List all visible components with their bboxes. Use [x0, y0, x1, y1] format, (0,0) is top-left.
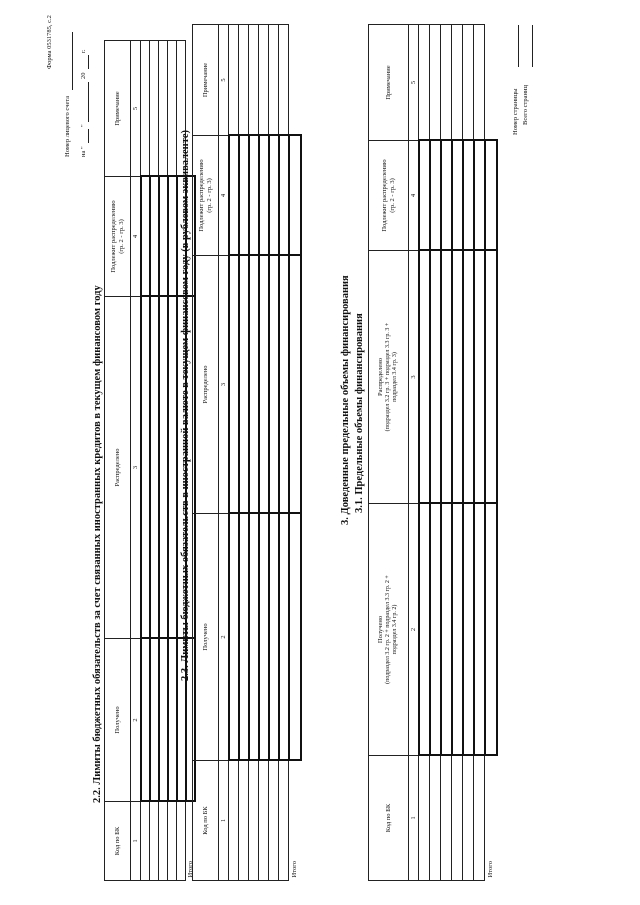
section-3-1-subtitle: 3.1. Предельные объемы финансирования: [354, 313, 365, 513]
table-cell[interactable]: [269, 761, 279, 881]
col-note-header: Примечание: [369, 25, 409, 141]
total-pages-box[interactable]: [532, 25, 533, 67]
total-pages-label: Всего страниц: [522, 85, 529, 125]
col-number: 5: [409, 25, 419, 141]
col-note-header: Примечание: [193, 25, 219, 136]
table-cell[interactable]: [474, 756, 485, 881]
table-cell[interactable]: [452, 141, 463, 251]
section-3-1-table: [368, 24, 498, 881]
table-cell[interactable]: [168, 639, 177, 802]
col-number: 5: [219, 25, 229, 136]
table-cell[interactable]: [159, 41, 168, 177]
col-received-title: Получено: [377, 615, 385, 644]
col-distributed-header: Распределено: [105, 297, 131, 639]
account-number-label: Номер лицевого счета: [64, 95, 71, 157]
table-cell[interactable]: [279, 25, 289, 136]
col-number: 2: [131, 639, 141, 802]
date-year: 20: [80, 72, 87, 79]
table-cell[interactable]: [168, 802, 177, 881]
total-label: Итого: [186, 861, 194, 878]
col-code-header: Код по БК: [369, 756, 409, 881]
table-cell[interactable]: [239, 514, 249, 761]
table-cell[interactable]: [474, 504, 485, 756]
table-cell[interactable]: [168, 297, 177, 639]
table-cell[interactable]: [463, 141, 474, 251]
table-cell[interactable]: [474, 251, 485, 504]
col-number: 3: [409, 251, 419, 504]
table-cell[interactable]: [259, 25, 269, 136]
table-cell[interactable]: [239, 25, 249, 136]
table-cell[interactable]: [150, 802, 159, 881]
table-cell[interactable]: [229, 136, 239, 256]
total-cell[interactable]: [289, 256, 301, 514]
table-cell[interactable]: [419, 504, 430, 756]
date-day-line: [88, 129, 89, 143]
table-cell[interactable]: [150, 297, 159, 639]
table-cell[interactable]: [430, 251, 441, 504]
table-cell[interactable]: [249, 514, 259, 761]
table-cell[interactable]: [441, 251, 452, 504]
col-number: 4: [219, 136, 229, 256]
total-cell[interactable]: [289, 514, 301, 761]
table-cell[interactable]: [269, 25, 279, 136]
col-number: 1: [131, 802, 141, 881]
table-cell[interactable]: [159, 177, 168, 297]
col-distributed-note: (подраздел 3.2 гр. 3 + подраздел 3.3 гр. 3 + подраздел 3.4 гр. 3): [384, 322, 399, 432]
table-cell[interactable]: [463, 756, 474, 881]
table-cell[interactable]: [159, 297, 168, 639]
table-cell[interactable]: [229, 256, 239, 514]
table-cell[interactable]: [269, 256, 279, 514]
table-cell[interactable]: [168, 177, 177, 297]
table-cell[interactable]: [159, 639, 168, 802]
table-cell[interactable]: [177, 802, 186, 881]
col-distributed-title: Распределено: [377, 358, 385, 396]
table-cell[interactable]: [229, 25, 239, 136]
col-number: 1: [219, 761, 229, 881]
table-cell[interactable]: [279, 761, 289, 881]
table-cell[interactable]: [141, 639, 150, 802]
table-cell[interactable]: [249, 761, 259, 881]
table-cell[interactable]: [474, 25, 485, 141]
page-number-label: Номер страницы: [512, 88, 519, 135]
total-label: Итого: [487, 861, 494, 878]
table-cell[interactable]: [159, 802, 168, 881]
total-label: Итого: [291, 861, 298, 878]
table-cell[interactable]: [419, 141, 430, 251]
date-prefix: на ": [80, 146, 87, 157]
date-year-line: [88, 55, 89, 69]
table-cell[interactable]: [259, 514, 269, 761]
date-g: г.: [80, 49, 87, 53]
table-cell[interactable]: [249, 25, 259, 136]
col-number: 4: [409, 141, 419, 251]
table-cell[interactable]: [419, 756, 430, 881]
table-cell[interactable]: [239, 136, 249, 256]
col-distributed-header: [369, 251, 409, 504]
form-code: Форма 0531785, с.2: [46, 15, 53, 69]
table-cell[interactable]: [452, 504, 463, 756]
total-cell[interactable]: [485, 251, 497, 504]
table-cell[interactable]: [141, 802, 150, 881]
total-cell[interactable]: [485, 141, 497, 251]
table-cell[interactable]: [168, 41, 177, 177]
table-cell[interactable]: [419, 251, 430, 504]
col-number: 1: [409, 756, 419, 881]
table-cell[interactable]: [430, 25, 441, 141]
section-3-title: 3. Доведенные предельные объемы финансирования: [340, 275, 351, 525]
table-cell[interactable]: [229, 514, 239, 761]
table-cell[interactable]: [463, 251, 474, 504]
table-cell[interactable]: [141, 41, 150, 177]
table-cell[interactable]: [150, 177, 159, 297]
col-code-header: Код по БК: [105, 802, 131, 881]
table-cell[interactable]: [150, 41, 159, 177]
table-cell[interactable]: [229, 761, 239, 881]
col-number: 3: [219, 256, 229, 514]
table-cell[interactable]: [419, 25, 430, 141]
col-note-header: Примечание: [105, 41, 131, 177]
section-2-3-table: [192, 24, 302, 881]
table-cell[interactable]: [430, 504, 441, 756]
table-cell[interactable]: [463, 25, 474, 141]
table-cell[interactable]: [452, 756, 463, 881]
col-remaining-header: Подлежит распределению (гр. 2 - гр. 3): [369, 141, 409, 251]
table-cell[interactable]: [141, 177, 150, 297]
table-cell[interactable]: [463, 504, 474, 756]
table-cell[interactable]: [269, 136, 279, 256]
col-received-header: [369, 504, 409, 756]
table-cell[interactable]: [441, 504, 452, 756]
table-cell[interactable]: [441, 25, 452, 141]
table-cell[interactable]: [141, 297, 150, 639]
table-cell[interactable]: [452, 25, 463, 141]
date-month-line: [88, 82, 89, 122]
total-cell[interactable]: [485, 504, 497, 756]
date-quote: ": [80, 124, 87, 127]
section-2-2-title: 2.2. Лимиты бюджетных обязательств за счет связанных иностранных кредитов в текущем финансовом году: [92, 285, 103, 803]
table-cell[interactable]: [430, 141, 441, 251]
section-2-3-title: 2.3. Лимиты бюджетных обязательств в иностранной валюте в текущем финансовом году (в рублевом эквиваленте): [180, 129, 191, 681]
table-cell[interactable]: [239, 761, 249, 881]
table-cell[interactable]: [259, 256, 269, 514]
col-received-note: (подраздел 3.2 гр. 2 + подраздел 3.3 гр. 2 + подраздел 3.4 гр. 2): [384, 575, 399, 684]
col-number: 3: [131, 297, 141, 639]
table-cell[interactable]: [259, 136, 269, 256]
page-number-box[interactable]: [518, 25, 519, 67]
col-number: 4: [131, 177, 141, 297]
table-cell[interactable]: [279, 136, 289, 256]
table-cell[interactable]: [441, 756, 452, 881]
col-remaining-header: Подлежит распределению (гр. 2 - гр. 3): [193, 136, 219, 256]
table-cell[interactable]: [430, 756, 441, 881]
table-cell[interactable]: [239, 256, 249, 514]
table-cell[interactable]: [249, 256, 259, 514]
col-remaining-header: Подлежит распределению (гр. 2 - гр. 3): [105, 177, 131, 297]
col-code-header: Код по БК: [193, 761, 219, 881]
table-cell[interactable]: [441, 141, 452, 251]
col-distributed-header: Распределено: [193, 256, 219, 514]
table-cell[interactable]: [279, 256, 289, 514]
col-received-header: Получено: [105, 639, 131, 802]
account-number-line: [72, 32, 73, 90]
table-cell[interactable]: [249, 136, 259, 256]
table-cell[interactable]: [279, 514, 289, 761]
table-cell[interactable]: [259, 761, 269, 881]
col-number: 5: [131, 41, 141, 177]
table-cell[interactable]: [474, 141, 485, 251]
table-cell[interactable]: [150, 639, 159, 802]
table-cell[interactable]: [269, 514, 279, 761]
col-number: 2: [219, 514, 229, 761]
total-cell[interactable]: [289, 136, 301, 256]
table-cell[interactable]: [452, 251, 463, 504]
col-number: 2: [409, 504, 419, 756]
col-received-header: Получено: [193, 514, 219, 761]
